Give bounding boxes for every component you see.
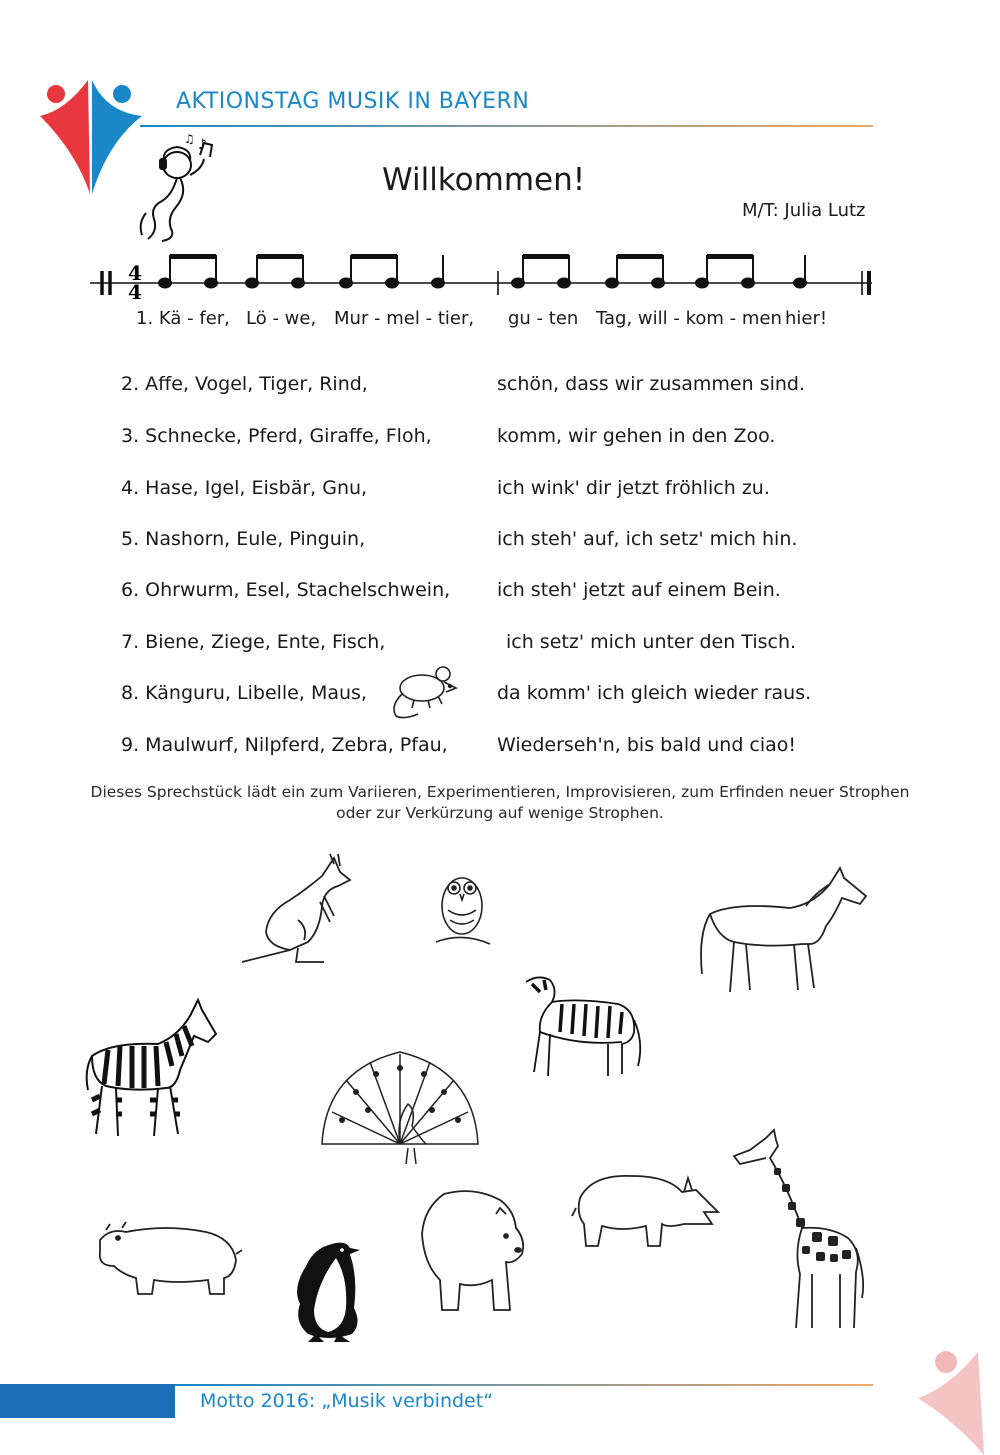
penguin-illustration (288, 1238, 368, 1346)
rhinoceros-illustration (572, 1168, 722, 1252)
usage-note (80, 782, 920, 824)
aktionstag-logo (36, 72, 146, 202)
verse-5-right: ich steh' auf, ich setz' mich hin. (497, 528, 798, 550)
verse-3-left: 3. Schnecke, Pferd, Giraffe, Floh, (121, 425, 432, 447)
lyric-syllables-3: Mur - mel - tier, (334, 308, 475, 329)
lyric-syllables-6: hier! (785, 308, 828, 329)
peacock-illustration (316, 1040, 484, 1166)
usage-note-line-2: oder zur Verkürzung auf wenige Strophen. (336, 804, 664, 822)
verse-8-left: 8. Känguru, Libelle, Maus, (121, 682, 367, 704)
song-title: Willkommen! (382, 162, 586, 198)
lyric-syllables-2: Lö - we, (246, 308, 317, 329)
verse-3-right: komm, wir gehen in den Zoo. (497, 425, 776, 447)
giraffe-illustration (730, 1128, 870, 1334)
polar-bear-illustration (414, 1184, 530, 1318)
verse-4-left: 4. Hase, Igel, Eisbär, Gnu, (121, 477, 368, 499)
kangaroo-illustration (238, 850, 360, 966)
music-mascot-illustration (132, 132, 222, 245)
header-title: AKTIONSTAG MUSIK IN BAYERN (176, 89, 530, 114)
lyric-syllables-1: 1. Kä - fer, (136, 308, 230, 329)
svg-text:♪: ♪ (198, 137, 207, 153)
corner-logo-fragment (918, 1344, 1000, 1455)
owl-illustration (432, 866, 492, 952)
song-credit: M/T: Julia Lutz (742, 200, 866, 221)
hippopotamus-illustration (96, 1222, 244, 1298)
verse-8-right: da komm' ich gleich wieder raus. (497, 682, 812, 704)
footer-motto: Motto 2016: „Musik verbindet“ (200, 1390, 494, 1412)
usage-note-line-1: Dieses Sprechstück lädt ein zum Variieren, Experimentieren, Improvisieren, zum Erfinden neuer Strophen (90, 783, 910, 801)
horse-illustration (694, 864, 874, 998)
verse-4-right: ich wink' dir jetzt fröhlich zu. (497, 477, 770, 499)
svg-text:♫: ♫ (184, 132, 195, 146)
time-signature-top: 4 (128, 261, 142, 285)
footer-divider (175, 1384, 873, 1386)
lyric-syllables-4: gu - ten (508, 308, 579, 329)
verse-9-right: Wiederseh'n, bis bald und ciao! (497, 734, 797, 756)
header-divider (140, 125, 873, 127)
verse-6-left: 6. Ohrwurm, Esel, Stachelschwein, (121, 579, 451, 601)
verse-9-left: 9. Maulwurf, Nilpferd, Zebra, Pfau, (121, 734, 448, 756)
verse-7-right: ich setz' mich unter den Tisch. (506, 631, 797, 653)
rhythm-notation (90, 245, 890, 305)
verse-2-right: schön, dass wir zusammen sind. (497, 373, 806, 395)
verse-2-left: 2. Affe, Vogel, Tiger, Rind, (121, 373, 368, 395)
verse-5-left: 5. Nashorn, Eule, Pinguin, (121, 528, 366, 550)
lyric-syllables-5: Tag, will - kom - men (596, 308, 782, 329)
footer-bar (0, 1384, 175, 1418)
time-signature-bottom: 4 (128, 280, 142, 304)
zebra-illustration (82, 996, 220, 1142)
verse-6-right: ich steh' jetzt auf einem Bein. (497, 579, 781, 601)
verse-7-left: 7. Biene, Ziege, Ente, Fisch, (121, 631, 386, 653)
tiger-illustration (518, 972, 646, 1082)
mouse-illustration (388, 662, 460, 722)
